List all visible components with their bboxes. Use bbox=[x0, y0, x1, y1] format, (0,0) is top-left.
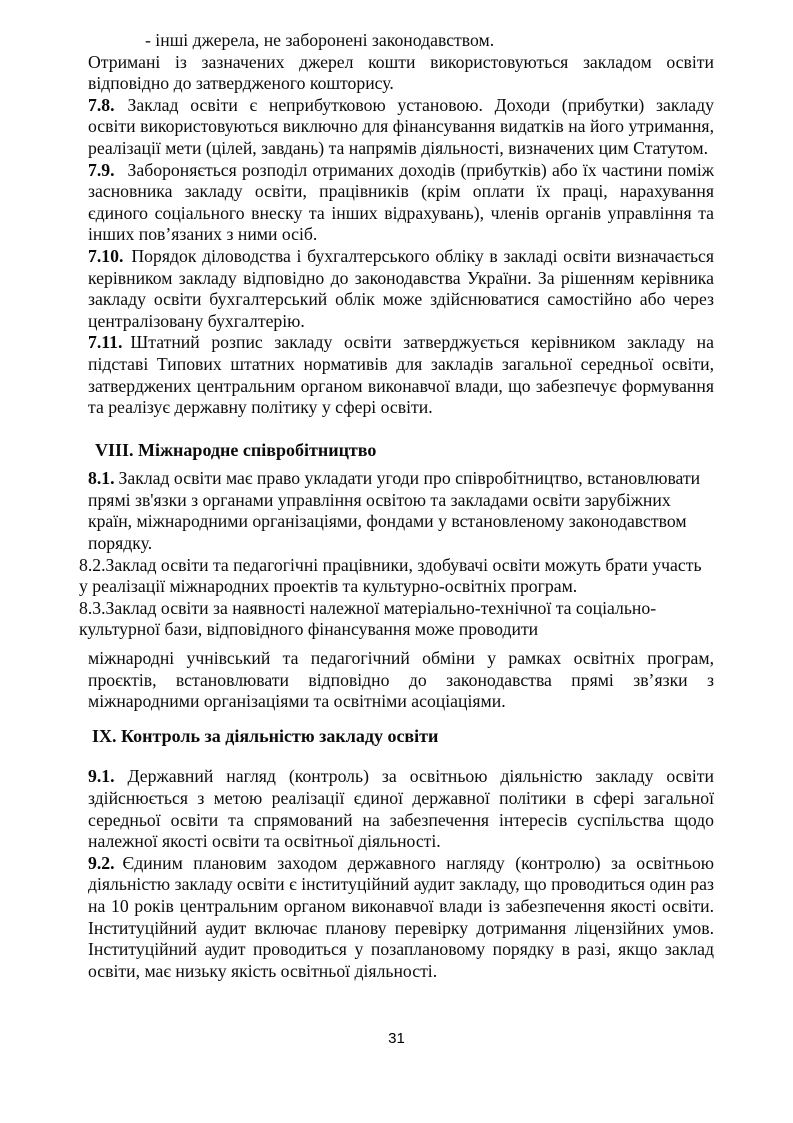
paragraph-funds-usage: Отримані із зазначених джерел кошти використовуються закладом освіти відповідно до затвердженого кошторису. bbox=[88, 51, 714, 94]
clause-number-7-8: 7.8. bbox=[88, 94, 115, 115]
paragraph-7-9 bbox=[88, 160, 714, 246]
paragraph-8-1 bbox=[88, 468, 714, 554]
paragraph-7-11 bbox=[88, 332, 714, 418]
clause-text-7-8: Заклад освіти є неприбутковою установою. Доходи (прибутки) закладу освіти використовуються виключно для фінансування видатків на його утримання, реалізації мети (цілей, завдань) та напрямів діяльності, визначених цим Статутом. bbox=[88, 94, 714, 158]
section-heading-viii: VIII. Міжнародне співробітництво bbox=[95, 439, 377, 460]
clause-number-7-11: 7.11. bbox=[88, 332, 123, 353]
paragraph-8-3: 8.3.Заклад освіти за наявності належної матеріально-технічної та соціально-культурної бази, відповідного фінансування може проводити bbox=[79, 597, 657, 640]
paragraph-9-2 bbox=[88, 853, 714, 983]
paragraph-8-3-continuation: міжнародні учнівський та педагогічний обміни у рамках освітніх програм, проєктів, встановлювати відповідно до законодавства прямі зв’язки з міжнародними організаціями та освітніми асоціаціями. bbox=[88, 648, 714, 712]
clause-text-7-10: Порядок діловодства і бухгалтерського обліку в закладі освіти визначається керівником закладу відповідно до законодавства України. За рішенням керівника закладу освіти бухгалтерський облік може здійснюватися самостійно або через централізовану бухгалтерію. bbox=[88, 245, 714, 331]
clause-number-7-10: 7.10. bbox=[88, 245, 124, 266]
clause-number-7-9: 7.9. bbox=[88, 159, 115, 180]
clause-text-8-1: Заклад освіти має право укладати угоди про співробітництво, встановлювати прямі зв'язки з органами управління освітою та закладами освіти зарубіжних країн, міжнародними організаціями, фондами у встановленому законодавством порядку. bbox=[88, 468, 701, 554]
clause-text-7-11: Штатний розпис закладу освіти затверджується керівником закладу на підставі Типових штатних нормативів для закладів загальної середньої освіти, затверджених центральним органом виконавчої влади, що забезпечує формування та реалізує державну політику у сфері освіти. bbox=[88, 332, 714, 418]
paragraph-9-1 bbox=[88, 766, 714, 852]
text-column bbox=[79, 30, 714, 982]
paragraph-7-8 bbox=[88, 95, 714, 160]
page-number: 31 bbox=[388, 1030, 405, 1047]
clause-text-9-1: Державний нагляд (контроль) за освітньою діяльністю закладу освіти здійснюється з метою реалізації єдиної державної політики в сфері загальної середньої освіти та спрямований на забезпечення інтересів суспільства щодо належної якості освіти та освітньої діяльності. bbox=[88, 766, 714, 852]
clause-text-7-9: Забороняється розподіл отриманих доходів (прибутків) або їх частини поміж засновника закладу освіти, працівників (крім оплати їх праці, нарахування єдиного соціального внеску та інших відрахувань), членів органів управління та інших пов’язаних з ними осіб. bbox=[88, 159, 714, 245]
clause-text-9-2: Єдиним плановим заходом державного нагляду (контролю) за освітньою діяльністю закладу освіти є інституційний аудит закладу, що проводиться один раз на 10 років центральним органом виконавчої влади із забезпечення якості освіти. Інституційний аудит включає планову перевірку дотримання ліцензійних умов. Інституційний аудит проводиться у позаплановому порядку в разі, якщо заклад освіти, має низьку якість освітньої діяльності. bbox=[88, 852, 714, 981]
clause-number-9-1: 9.1. bbox=[88, 766, 115, 787]
paragraph-7-10 bbox=[88, 246, 714, 332]
list-item-other-sources: - інші джерела, не заборонені законодавством. bbox=[145, 30, 495, 50]
clause-number-9-2: 9.2. bbox=[88, 852, 115, 873]
section-heading-ix: IX. Контроль за діяльністю закладу освіти bbox=[92, 725, 439, 746]
clause-number-8-1: 8.1. bbox=[88, 468, 115, 489]
paragraph-8-2: 8.2.Заклад освіти та педагогічні працівники, здобувачі освіти можуть брати участь у реалізації міжнародних проектів та культурно-освітніх програм. bbox=[79, 554, 702, 597]
